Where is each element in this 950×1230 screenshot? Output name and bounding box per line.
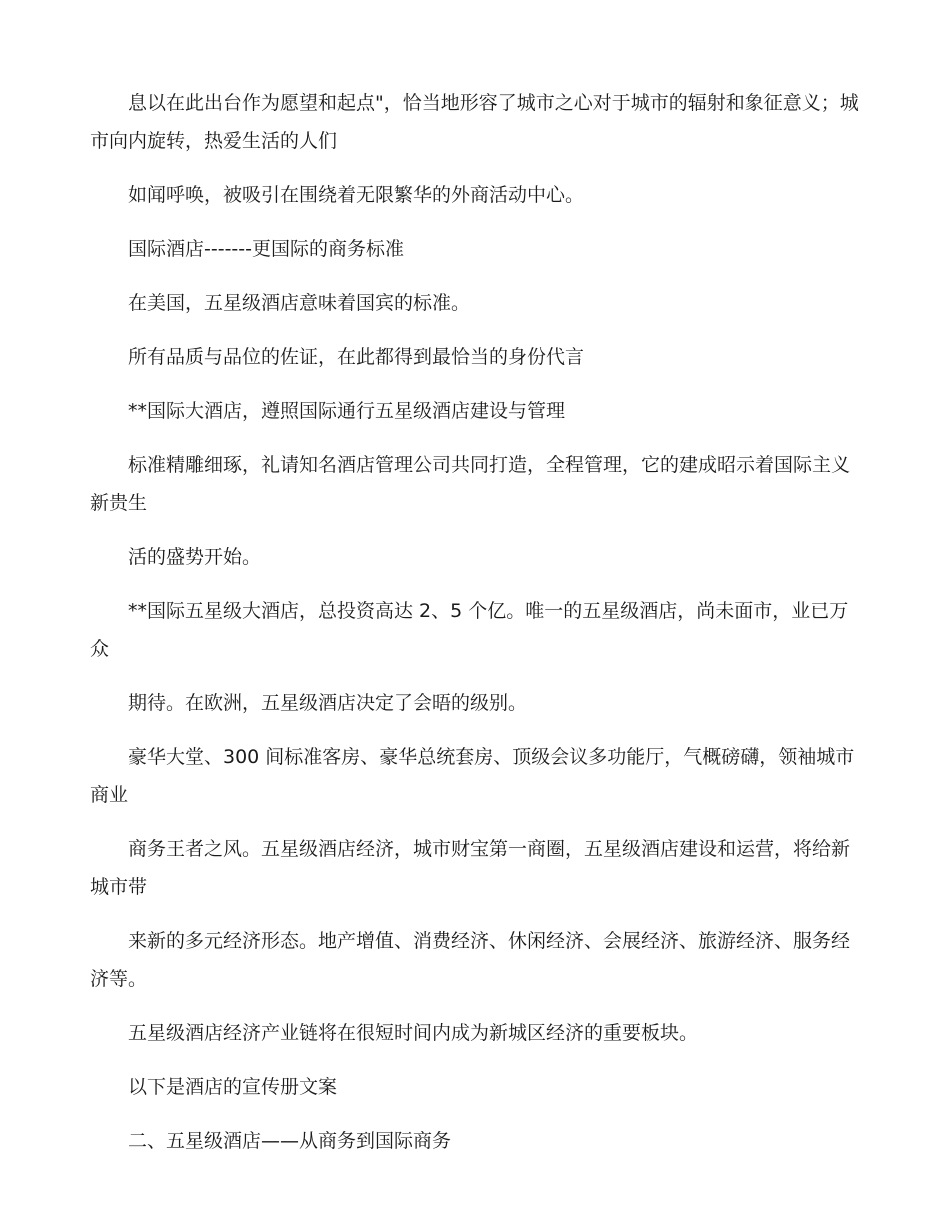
paragraph-16: 二、五星级酒店——从商务到国际商务 xyxy=(128,1130,452,1152)
document-page xyxy=(90,84,860,1176)
paragraph-14: 五星级酒店经济产业链将在很短时间内成为新城区经济的重要板块。 xyxy=(128,1022,699,1044)
paragraph-11: 豪华大堂、300 间标准客房、豪华总统套房、顶级会议多功能厅，气概磅礴，领袖城市商业 xyxy=(90,746,855,806)
paragraph-1: 息以在此出台作为愿望和起点"，恰当地形容了城市之心对于城市的辐射和象征意义；城市向内旋转，热爱生活的人们 xyxy=(90,92,859,152)
paragraph-7: 标准精雕细琢，礼请知名酒店管理公司共同打造，全程管理，它的建成昭示着国际主义新贵生 xyxy=(90,454,851,514)
paragraph-2: 如闻呼唤，被吸引在围绕着无限繁华的外商活动中心。 xyxy=(128,184,585,206)
paragraph-12: 商务王者之风。五星级酒店经济，城市财宝第一商圈，五星级酒店建设和运营，将给新城市带 xyxy=(90,838,851,898)
paragraph-4: 在美国，五星级酒店意味着国宾的标准。 xyxy=(128,292,471,314)
paragraph-3: 国际酒店-------更国际的商务标准 xyxy=(128,238,404,260)
paragraph-13: 来新的多元经济形态。地产增值、消费经济、休闲经济、会展经济、旅游经济、服务经济等。 xyxy=(90,930,851,990)
paragraph-5: 所有品质与品位的佐证，在此都得到最恰当的身份代言 xyxy=(128,346,585,368)
paragraph-10: 期待。在欧洲，五星级酒店决定了会晤的级别。 xyxy=(128,692,528,714)
paragraph-9: **国际五星级大酒店，总投资高达 2、5 个亿。唯一的五星级酒店，尚未面市，业已万众 xyxy=(90,600,849,660)
paragraph-6: **国际大酒店，遵照国际通行五星级酒店建设与管理 xyxy=(128,400,566,422)
paragraph-8: 活的盛势开始。 xyxy=(128,546,262,568)
paragraph-15: 以下是酒店的宣传册文案 xyxy=(128,1076,338,1098)
